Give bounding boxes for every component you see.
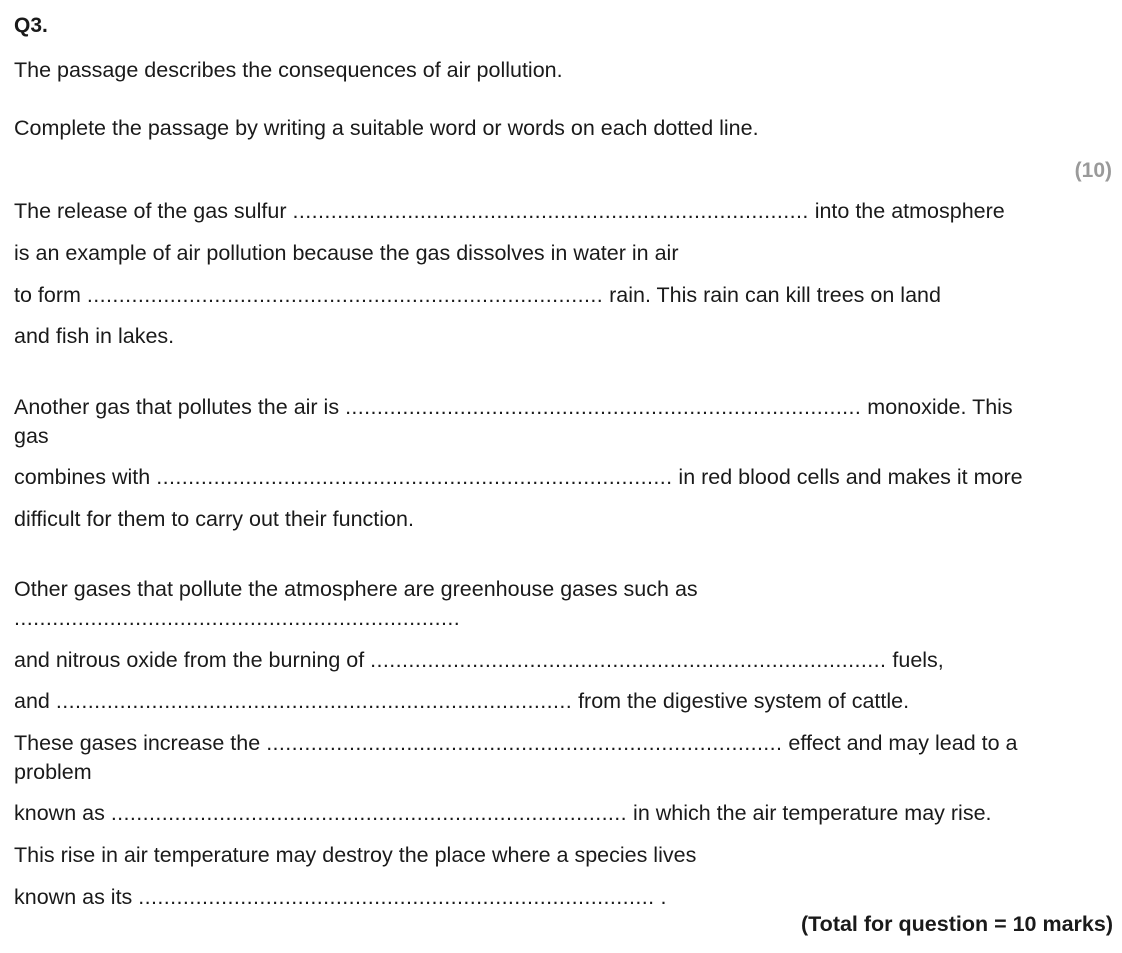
passage-text: monoxide. This — [861, 395, 1013, 419]
passage-line-8: difficult for them to carry out their function. — [14, 507, 414, 531]
passage-text: and — [14, 689, 56, 713]
passage-line-4: and fish in lakes. — [14, 324, 175, 348]
passage-line-15 — [14, 799, 992, 828]
passage-text: The release of the gas sulfur — [14, 199, 293, 223]
passage-text: . — [654, 885, 667, 909]
passage-text: to form — [14, 283, 87, 307]
answer-blank-3[interactable]: ................................................................................. — [345, 395, 862, 419]
passage-line-17 — [14, 883, 666, 912]
passage-text: combines with — [14, 465, 157, 489]
passage-line-11 — [14, 646, 944, 675]
passage-text: Another gas that pollutes the air is — [14, 395, 346, 419]
answer-blank-1[interactable]: ................................................................................. — [292, 199, 809, 223]
passage-line-3 — [14, 281, 941, 310]
passage-line-13 — [14, 729, 1018, 758]
passage-line-9: Other gases that pollute the atmosphere are greenhouse gases such as — [14, 577, 698, 601]
passage-text: known as — [14, 801, 111, 825]
answer-blank-8[interactable]: ................................................................................. — [266, 731, 783, 755]
question-number: Q3. — [14, 14, 48, 37]
answer-blank-7[interactable]: ................................................................................. — [55, 689, 573, 713]
question-instruction: Complete the passage by writing a suitable word or words on each dotted line. — [14, 116, 759, 140]
passage-text: and nitrous oxide from the burning of — [14, 648, 371, 672]
passage-line-16: This rise in air temperature may destroy the place where a species lives — [14, 843, 697, 867]
passage-line-12 — [14, 687, 909, 716]
passage-line-5 — [14, 393, 1013, 422]
passage-line-7 — [14, 463, 1023, 492]
answer-blank-5[interactable]: ...................................................................... — [14, 606, 461, 630]
passage-text: These gases increase the — [14, 731, 267, 755]
passage-line-6: gas — [14, 424, 49, 448]
answer-blank-10[interactable]: ................................................................................. — [138, 885, 655, 909]
passage-text: effect and may lead to a — [782, 731, 1018, 755]
passage-text: fuels, — [886, 648, 944, 672]
total-marks-label: (Total for question = 10 marks) — [800, 912, 1113, 936]
answer-blank-2[interactable]: ................................................................................. — [86, 283, 604, 307]
answer-blank-9[interactable]: ................................................................................. — [110, 801, 628, 825]
passage-text: in which the air temperature may rise. — [627, 801, 992, 825]
marks-label: (10) — [1074, 159, 1112, 182]
passage-text: known as its — [14, 885, 139, 909]
passage-text: into the atmosphere — [808, 199, 1005, 223]
passage-line-1 — [14, 197, 1005, 226]
question-intro: The passage describes the consequences of air pollution. — [14, 58, 563, 82]
answer-blank-6[interactable]: ................................................................................. — [370, 648, 887, 672]
passage-line-2: is an example of air pollution because the gas dissolves in water in air — [14, 241, 679, 265]
passage-text: in red blood cells and makes it more — [672, 465, 1023, 489]
answer-blank-4[interactable]: ................................................................................. — [156, 465, 673, 489]
passage-text: from the digestive system of cattle. — [572, 689, 910, 713]
passage-text: rain. This rain can kill trees on land — [603, 283, 941, 307]
passage-line-14: problem — [14, 760, 92, 784]
passage-line-10 — [14, 604, 460, 633]
